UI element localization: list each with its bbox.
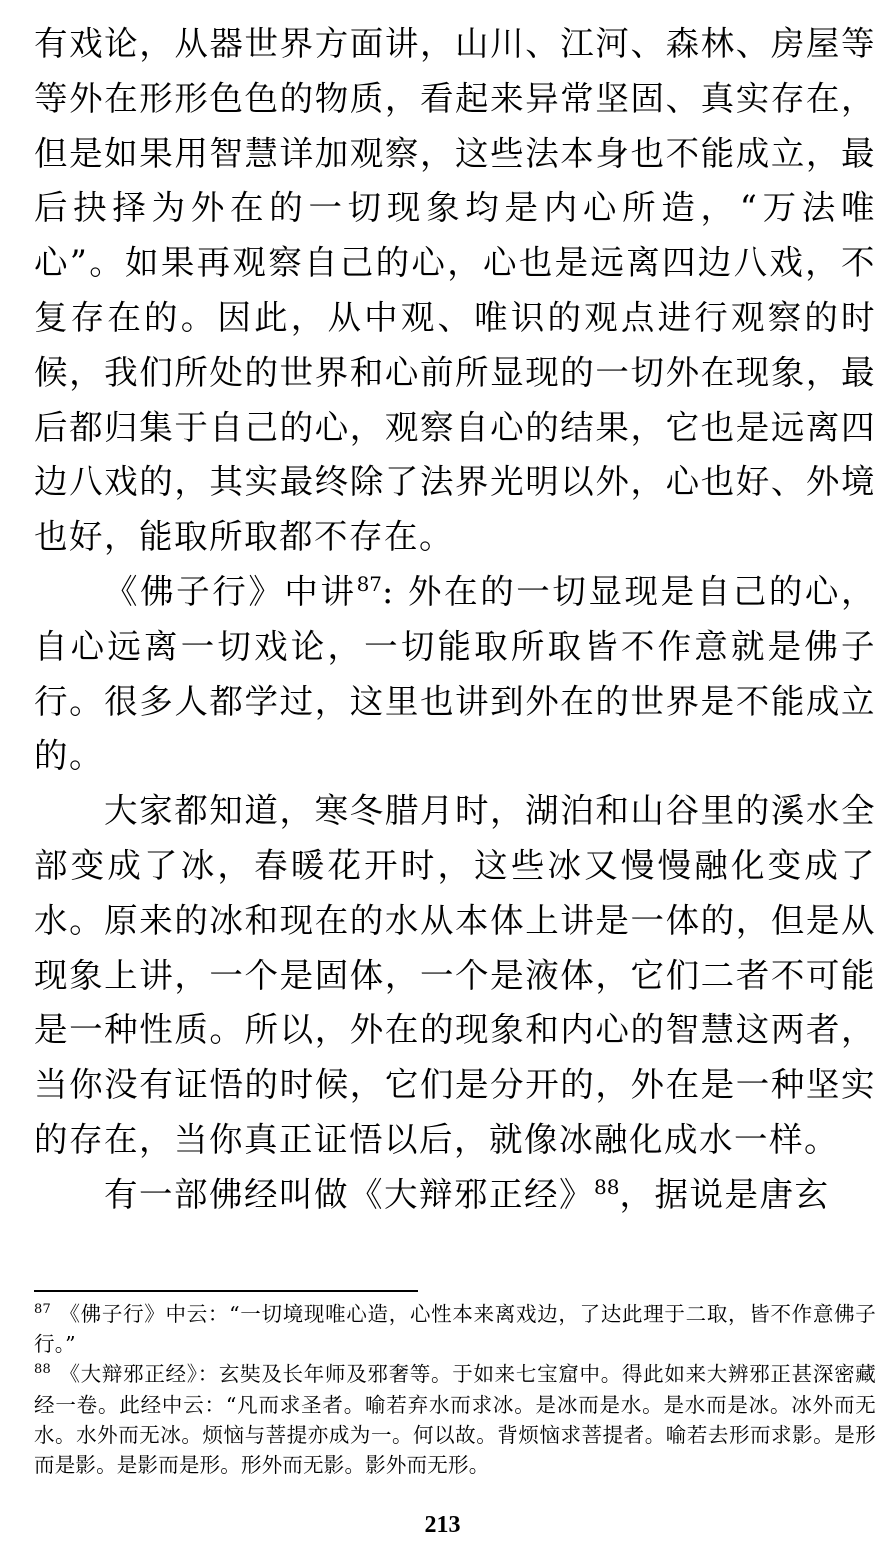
paragraph-1: 有戏论，从器世界方面讲，山川、江河、森林、房屋等等外在形形色色的物质，看起来异常坚固、真实存在，但是如果用智慧详加观察，这些法本身也不能成立，最后抉择为外在的一切现象均是内心所造，“万法唯心”。如果再观察自己的心，心也是远离四边八戏，不复存在的。因此，从中观、唯识的观点进行观察的时候，我们所处的世界和心前所显现的一切外在现象，最后都归集于自己的心，观察自心的结果，它也是远离四边八戏的，其实最终除了法界光明以外，心也好、外境也好，能取所取都不存在。 [34, 24, 876, 557]
footnote-ref-88: 88 [594, 1174, 620, 1199]
paragraph-2 [34, 565, 876, 784]
paragraph-4 [34, 1168, 876, 1223]
footnote-number: 87 [34, 1302, 51, 1317]
main-text [34, 17, 876, 1223]
footnote-divider [34, 1290, 418, 1292]
footnote-text: 《佛子行》中云：“一切境现唯心造，心性本来离戏边，了达此理于二取，皆不作意佛子行。” [34, 1302, 876, 1357]
paragraph-3: 大家都知道，寒冬腊月时，湖泊和山谷里的溪水全部变成了冰，春暖花开时，这些冰又慢慢融化变成了水。原来的冰和现在的水从本体上讲是一体的，但是从现象上讲，一个是固体，一个是液体，它们二者不可能是一种性质。所以，外在的现象和内心的智慧这两者，当你没有证悟的时候，它们是分开的，外在是一种坚实的存在，当你真正证悟以后，就像冰融化成水一样。 [34, 791, 876, 1159]
page-number: 213 [424, 1512, 461, 1538]
paragraph-2-text-a: 《佛子行》中讲 [104, 571, 357, 611]
paragraph-4-text-a: 有一部佛经叫做《大辩邪正经》 [104, 1174, 594, 1214]
footnote-number: 88 [34, 1362, 51, 1378]
footnote-88 [34, 1359, 876, 1480]
paragraph-4-text-b: ，据说是唐玄 [619, 1174, 830, 1214]
footnotes [34, 1299, 876, 1480]
footnote-87 [34, 1299, 876, 1359]
footnote-text: 《大辩邪正经》：玄奘及长年师及邪奢等。于如来七宝窟中。得此如来大辨邪正甚深密藏经一卷。此经中云：“凡而求圣者。喻若弃水而求冰。是冰而是水。是水而是冰。冰外而无水。水外而无冰。烦恼与菩提亦成为一。何以故。背烦恼求菩提者。喻若去形而求影。是形而是影。是影而是形。形外而无影。影外而无形。 [34, 1362, 876, 1478]
paragraph-2-text-b: : 外在的一切显现是自己的心，自心远离一切戏论，一切能取所取皆不作意就是佛子行。很多人都学过，这里也讲到外在的世界是不能成立的。 [34, 571, 877, 776]
footnote-ref-87: 87 [356, 571, 383, 596]
